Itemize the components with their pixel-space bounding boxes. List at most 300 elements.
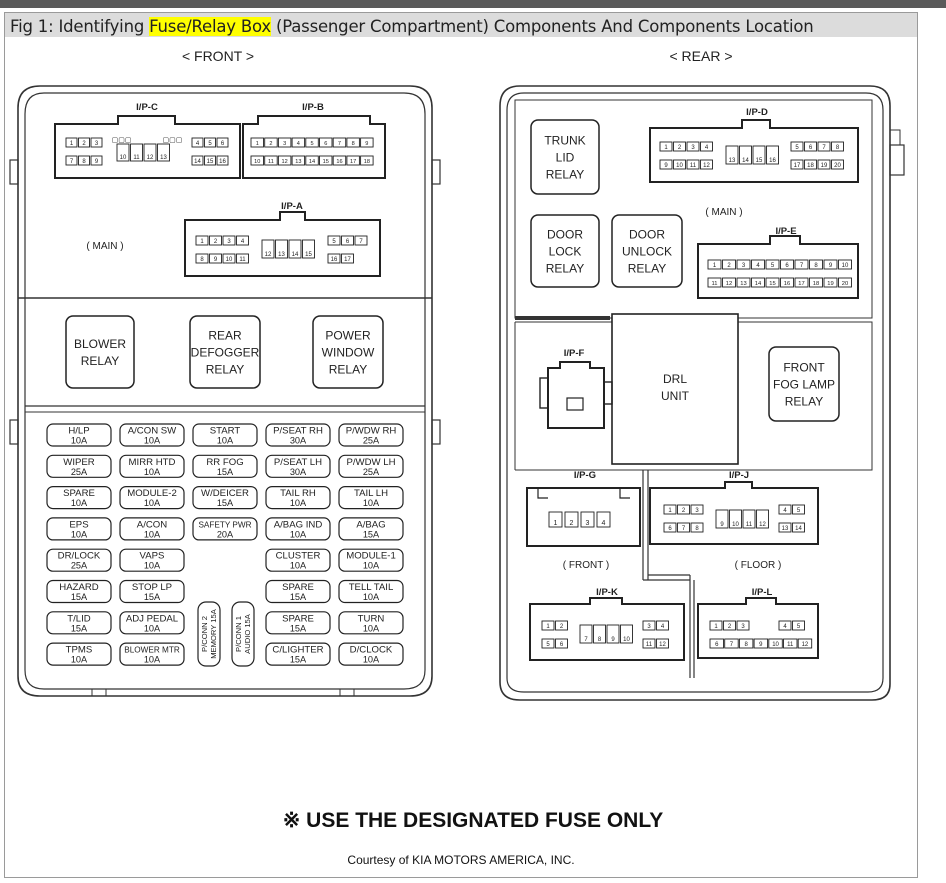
ip-j-bottom-pin-label: 13 <box>781 525 789 532</box>
ip-l-bottom-pin-label: 10 <box>772 641 779 648</box>
fuse <box>339 455 403 477</box>
connector-ip-b-label: I/P-B <box>302 102 324 113</box>
ip-e-top-pin-label: 1 <box>712 262 717 269</box>
trunk-lid-relay-line: LID <box>555 150 575 165</box>
ip-l-bottom-pin <box>784 639 798 648</box>
ip-e-bottom-pin-label: 11 <box>711 280 718 287</box>
fuse-name: VAPS <box>139 550 165 562</box>
ip-c-bottom-pin <box>192 156 203 165</box>
fuse <box>339 487 403 509</box>
rear-label: < REAR > <box>669 48 733 64</box>
ip-l-bottom-pin <box>739 639 753 648</box>
ip-e-top-pin-label: 7 <box>799 262 804 269</box>
ip-b-top-pin-label: 5 <box>310 140 314 147</box>
rear-front-label: ( FRONT ) <box>562 560 610 571</box>
connector-ip-c-pins <box>112 137 183 144</box>
ip-b-top-pin-label: 3 <box>283 140 287 147</box>
blower-relay-line: BLOWER <box>73 336 127 351</box>
ip-j-top-pin-label: 5 <box>796 507 801 514</box>
ip-c-bottom-pin-label: 7 <box>69 158 74 165</box>
ip-b-top-pin <box>333 138 346 147</box>
fuse <box>339 518 403 540</box>
ip-b-top-pin <box>278 138 291 147</box>
fuse-name: TELL TAIL <box>348 582 394 593</box>
ip-e-top-pin <box>781 260 794 269</box>
ip-e-bottom-pin-label: 14 <box>754 280 762 287</box>
door-unlock-relay-line: DOOR <box>629 227 665 242</box>
connector-ip-l-label: I/P-L <box>751 587 773 598</box>
ip-d-bottom-pin <box>660 160 672 169</box>
ip-d-top-pin-label: 1 <box>664 144 668 151</box>
ip-d-mid-pin <box>767 146 779 164</box>
ip-k-mid-pin-label: 7 <box>584 636 588 643</box>
connector-ip-k-label: I/P-K <box>596 587 618 598</box>
ip-b-top-pin <box>292 138 305 147</box>
vertical-fuse <box>198 602 220 666</box>
ip-c-bottom-pin-label: 14 <box>194 158 201 165</box>
ip-k-mid-pin <box>580 625 592 643</box>
ip-c-top-pin-label: 1 <box>69 140 74 147</box>
fuse-name: WIPER <box>63 456 95 468</box>
ip-c-top-pin <box>217 138 228 147</box>
ip-b-top-pin <box>265 138 278 147</box>
ip-b-bottom-pin <box>292 156 305 165</box>
ip-e-top-pin-label: 6 <box>785 262 789 269</box>
front-fog-lamp-relay-line: RELAY <box>784 394 824 409</box>
ip-d-mid-pin-label: 15 <box>755 157 763 164</box>
ip-d-bottom-pin-label: 18 <box>807 162 814 169</box>
fuse-name: P/WDW LH <box>346 456 396 468</box>
vertical-fuse-line-2: MEMORY 15A <box>209 609 218 659</box>
fuse-name: STOP LP <box>131 582 173 593</box>
ip-e-top-pin-label: 5 <box>770 262 775 269</box>
ip-c-mid-pin <box>131 144 143 161</box>
connector-ip-a-label: I/P-A <box>281 201 303 212</box>
ip-c-mid-pin <box>117 144 129 161</box>
fuse <box>266 549 330 571</box>
trunk-lid-relay-line: RELAY <box>545 167 585 182</box>
ip-b-top-pin <box>347 138 360 147</box>
ip-c-top-pin <box>91 138 102 147</box>
fuse <box>120 455 184 477</box>
fuse-name: CLUSTER <box>275 550 321 562</box>
ip-l-bottom-pin-label: 7 <box>729 641 734 648</box>
ip-k-bottom-pin-label: 12 <box>659 641 666 648</box>
fuse-name: SPARE <box>282 582 314 593</box>
ip-a-mid-pin <box>303 240 315 258</box>
ip-a-mid-pin-label: 12 <box>264 251 272 258</box>
ip-b-bottom-pin <box>251 156 264 165</box>
fuse <box>339 612 403 634</box>
fuse-amperage: 20A <box>216 529 234 540</box>
ip-e-top-pin <box>766 260 779 269</box>
fuse-name: DR/LOCK <box>57 550 101 562</box>
ip-g-pin <box>597 512 610 527</box>
ip-l-top-pin-label: 5 <box>796 623 801 630</box>
ip-d-top-pin <box>674 142 686 151</box>
door-lock-relay-line: RELAY <box>545 261 585 276</box>
ip-g-pin <box>549 512 562 527</box>
fuse-name: P/WDW RH <box>345 425 397 437</box>
ip-b-bottom-pin <box>361 156 374 165</box>
ip-e-bottom-pin-label: 18 <box>812 280 820 287</box>
fuse <box>120 518 184 540</box>
ip-a-bottom-pin <box>223 254 235 263</box>
ip-b-bottom-pin <box>347 156 360 165</box>
ip-a-mid-pin-label: 14 <box>291 251 299 258</box>
fuse <box>193 424 257 446</box>
ip-e-bottom-pin <box>737 278 750 287</box>
ip-j-bottom-pin <box>793 523 805 532</box>
ip-k-bottom-pin <box>643 639 655 648</box>
ip-e-bottom-pin <box>752 278 765 287</box>
ip-e-top-pin <box>708 260 721 269</box>
ip-a-bottom-pin-label: 11 <box>239 256 246 263</box>
ip-k-top-pin-label: 1 <box>546 623 550 630</box>
ip-b-bottom-pin-label: 10 <box>254 158 261 165</box>
fuse <box>266 487 330 509</box>
ip-l-top-pin-label: 4 <box>783 623 787 630</box>
fuse-amperage: 10A <box>143 529 161 540</box>
fuse-amperage: 10A <box>289 560 307 571</box>
ip-e-bottom-pin <box>766 278 779 287</box>
vertical-fuse-line-2: AUDIO 15A <box>243 614 252 654</box>
ip-c-bottom-pin-label: 8 <box>82 158 86 165</box>
fuse-name: TAIL RH <box>280 488 316 500</box>
fuse-name: TPMS <box>65 644 93 656</box>
ip-e-bottom-pin <box>795 278 808 287</box>
ip-j-top-pin <box>779 505 791 514</box>
ip-k-bottom-pin <box>657 639 669 648</box>
ip-j-bottom-pin <box>664 523 676 532</box>
ip-k-top-pin-label: 2 <box>559 623 564 630</box>
fuse <box>47 643 111 665</box>
fuse-amperage: 15A <box>216 466 234 477</box>
fuse-name: P/SEAT LH <box>273 456 323 468</box>
ip-k-mid-pin <box>594 625 606 643</box>
ip-c-top-pin-label: 6 <box>220 140 225 147</box>
ip-d-bottom-pin-label: 9 <box>664 162 668 169</box>
ip-e-top-pin <box>737 260 750 269</box>
ip-b-top-pin-label: 8 <box>351 140 355 147</box>
ip-b-top-pin <box>251 138 264 147</box>
ip-d-mid-pin-label: 13 <box>728 157 736 164</box>
fuse <box>193 518 257 540</box>
ip-c-top-pin-label: 4 <box>195 140 200 147</box>
fuse <box>120 643 184 665</box>
ip-e-top-pin <box>839 260 852 269</box>
ip-c-bottom-pin-label: 15 <box>206 158 214 165</box>
connector-ip-j-label: I/P-J <box>728 470 750 481</box>
rear-defogger-relay-line: RELAY <box>205 362 245 377</box>
ip-c-mid-pin-label: 10 <box>119 154 127 161</box>
fuse-amperage: 15A <box>289 592 307 602</box>
ip-a-top-pin-label: 7 <box>359 238 363 245</box>
fuse <box>47 612 111 634</box>
ip-d-mid-pin <box>753 146 765 164</box>
fuse-grid <box>47 424 403 666</box>
ip-e-bottom-pin-label: 20 <box>841 280 849 287</box>
ip-a-top-pin-label: 3 <box>227 238 231 245</box>
ip-b-top-pin <box>306 138 319 147</box>
fuse-amperage: 30A <box>289 466 307 477</box>
ip-k-mid-pin-label: 10 <box>623 636 630 643</box>
ip-k-bottom-pin-label: 11 <box>645 641 653 648</box>
ip-b-top-pin <box>320 138 333 147</box>
ip-l-top-pin <box>793 621 805 630</box>
ip-b-bottom-pin-label: 13 <box>295 158 302 165</box>
ip-l-bottom-pin <box>798 639 812 648</box>
ip-k-mid-pin <box>607 625 619 643</box>
connector-ip-g <box>527 470 640 546</box>
ip-b-bottom-pin <box>320 156 333 165</box>
ip-j-top-pin-label: 4 <box>783 507 787 514</box>
drl-unit-line-1: DRL <box>662 372 688 386</box>
fuse-name: SPARE <box>63 488 95 500</box>
ip-k-bottom-pin <box>542 639 554 648</box>
fuse <box>339 549 403 571</box>
fuse-name: BLOWER MTR <box>124 645 180 655</box>
ip-e-top-pin-label: 10 <box>841 262 849 269</box>
ip-d-top-pin <box>805 142 817 151</box>
ip-d-bottom-pin-label: 20 <box>834 162 841 169</box>
door-lock-relay <box>531 215 599 287</box>
svg-text:▢▢▢ ▢▢▢: ▢▢▢ ▢▢▢ <box>111 137 183 144</box>
ip-d-bottom-pin <box>674 160 686 169</box>
ip-e-top-pin-label: 2 <box>727 262 731 269</box>
fuse-amperage: 10A <box>143 498 161 509</box>
ip-c-top-pin <box>66 138 77 147</box>
ip-e-top-pin <box>723 260 736 269</box>
ip-e-bottom-pin-label: 16 <box>783 280 791 287</box>
ip-b-top-pin-label: 9 <box>365 140 369 147</box>
ip-a-mid-pin <box>262 240 274 258</box>
fuse <box>339 643 403 665</box>
fuse-amperage: 15A <box>289 654 307 665</box>
ip-e-bottom-pin <box>723 278 736 287</box>
ip-a-bottom-pin <box>210 254 222 263</box>
fuse-amperage: 10A <box>362 654 380 665</box>
ip-c-top-pin <box>79 138 90 147</box>
fuse-amperage: 10A <box>362 498 380 509</box>
ip-g-pin-label: 1 <box>553 519 558 527</box>
ip-k-top-pin <box>657 621 669 630</box>
fuse-amperage: 10A <box>289 498 307 509</box>
ip-d-top-pin-label: 5 <box>795 144 799 151</box>
fuse-amperage: 10A <box>143 466 161 477</box>
ip-d-bottom-pin <box>701 160 713 169</box>
fuse-amperage: 10A <box>216 435 234 446</box>
ip-a-top-pin <box>355 236 367 245</box>
ip-g-pin <box>565 512 578 527</box>
ip-b-bottom-pin-label: 17 <box>350 158 357 165</box>
fuse <box>120 581 184 603</box>
ip-c-mid-pin-label: 12 <box>146 154 154 161</box>
fuse-amperage: 25A <box>362 435 380 446</box>
vertical-fuse-line-1: P/CONN 1 <box>234 616 243 652</box>
ip-l-top-pin-label: 1 <box>714 623 718 630</box>
ip-d-top-pin <box>791 142 803 151</box>
ip-b-top-pin-label: 4 <box>296 140 300 147</box>
fuse-amperage: 15A <box>216 498 234 509</box>
ip-k-bottom-pin <box>556 639 568 648</box>
ip-j-top-pin <box>691 505 703 514</box>
ip-l-top-pin <box>737 621 749 630</box>
fuse-amperage: 25A <box>362 466 380 477</box>
ip-l-bottom-pin <box>769 639 783 648</box>
fuse-amperage: 25A <box>70 560 88 571</box>
fuse-amperage: 15A <box>289 623 307 634</box>
rear-defogger-relay <box>190 316 260 388</box>
ip-k-bottom-pin-label: 5 <box>546 641 550 648</box>
ip-c-top-pin-label: 2 <box>82 140 86 147</box>
ip-l-bottom-pin-label: 8 <box>744 641 748 648</box>
ip-b-bottom-pin <box>278 156 291 165</box>
ip-j-mid-pin-label: 12 <box>759 521 766 528</box>
ip-e-top-pin <box>795 260 808 269</box>
fuse-name: MODULE-2 <box>127 488 177 500</box>
ip-c-top-pin-label: 5 <box>208 140 212 147</box>
fuse-name: A/BAG IND <box>273 519 323 531</box>
fuse <box>339 581 403 603</box>
drl-unit-line-2: UNIT <box>661 389 689 403</box>
ip-j-bottom-pin <box>691 523 703 532</box>
ip-j-top-pin <box>793 505 805 514</box>
ip-d-top-pin <box>687 142 699 151</box>
fuse-name: TURN <box>357 613 385 625</box>
ip-l-bottom-pin-label: 12 <box>801 641 809 648</box>
fuse-amperage: 10A <box>362 592 380 602</box>
ip-l-bottom-pin <box>754 639 768 648</box>
fuse-name: ADJ PEDAL <box>125 613 179 625</box>
blower-relay-line: RELAY <box>80 353 120 368</box>
ip-d-top-pin-label: 3 <box>691 144 695 151</box>
fuse-name: RR FOG <box>206 456 244 468</box>
fuse-name: HAZARD <box>59 582 99 593</box>
ip-d-mid-pin <box>726 146 738 164</box>
ip-e-bottom-pin-label: 19 <box>827 280 834 287</box>
ip-e-top-pin-label: 4 <box>756 262 760 269</box>
ip-d-top-pin-label: 4 <box>704 144 709 151</box>
fuse <box>266 518 330 540</box>
ip-e-bottom-pin <box>781 278 794 287</box>
ip-l-bottom-pin-label: 6 <box>715 641 719 648</box>
fuse-name: MIRR HTD <box>128 456 176 468</box>
ip-l-top-pin <box>710 621 722 630</box>
ip-a-top-pin <box>342 236 354 245</box>
trunk-lid-relay <box>531 120 599 194</box>
fuse-name: EPS <box>69 519 89 531</box>
fuse-amperage: 30A <box>289 435 307 446</box>
ip-e-bottom-pin <box>708 278 721 287</box>
ip-a-bottom-pin-label: 10 <box>225 256 233 263</box>
connector-ip-c-label: I/P-C <box>136 102 158 113</box>
ip-b-bottom-pin-label: 16 <box>336 158 343 165</box>
fuse <box>266 455 330 477</box>
fuse <box>120 612 184 634</box>
fuse-amperage: 10A <box>143 435 161 446</box>
ip-a-top-pin-label: 4 <box>240 238 245 245</box>
fuse-amperage: 10A <box>70 435 88 446</box>
fuse-name: START <box>209 425 241 437</box>
ip-a-mid-pin <box>276 240 288 258</box>
ip-b-bottom-pin-label: 15 <box>322 158 329 165</box>
ip-a-top-pin <box>210 236 222 245</box>
ip-l-bottom-pin <box>710 639 724 648</box>
fuse-amperage: 15A <box>362 529 380 540</box>
connector-ip-f-label: I/P-F <box>563 348 585 359</box>
ip-b-top-pin-label: 7 <box>337 140 342 147</box>
fuse <box>339 424 403 446</box>
ip-l-bottom-pin-label: 9 <box>759 641 763 648</box>
fuse <box>266 643 330 665</box>
ip-k-top-pin <box>542 621 554 630</box>
ip-b-bottom-pin <box>265 156 278 165</box>
door-lock-relay-line: LOCK <box>548 244 582 259</box>
ip-a-top-pin-label: 5 <box>332 238 336 245</box>
ip-d-top-pin-label: 6 <box>808 144 813 151</box>
ip-a-top-pin <box>223 236 235 245</box>
ip-b-bottom-pin <box>306 156 319 165</box>
front-fog-lamp-relay-line: FRONT <box>783 360 825 375</box>
fuse <box>193 455 257 477</box>
ip-d-top-pin <box>701 142 713 151</box>
ip-d-top-pin <box>832 142 844 151</box>
fuse <box>120 487 184 509</box>
fuse-amperage: 10A <box>70 529 88 540</box>
ip-k-mid-pin <box>621 625 633 643</box>
connector-ip-e-label: I/P-E <box>775 226 797 237</box>
fuse-name: T/LID <box>67 613 91 625</box>
fuse-name: MODULE-1 <box>346 550 396 562</box>
ip-l-top-pin <box>779 621 791 630</box>
ip-e-bottom-pin-label: 13 <box>740 280 747 287</box>
fuse-amperage: 25A <box>70 466 88 477</box>
fuse <box>47 487 111 509</box>
ip-b-top-pin-label: 1 <box>255 140 259 147</box>
fuse <box>120 549 184 571</box>
ip-d-bottom-pin-label: 19 <box>820 162 828 169</box>
ip-d-mid-pin-label: 16 <box>769 157 776 164</box>
ip-l-bottom-pin-label: 11 <box>787 641 794 648</box>
ip-d-top-pin <box>818 142 830 151</box>
fuse-name: A/CON <box>136 519 168 531</box>
ip-j-mid-pin <box>743 510 755 528</box>
ip-a-top-pin <box>196 236 208 245</box>
ip-c-top-pin <box>205 138 216 147</box>
fuse-name: D/CLOCK <box>349 644 393 656</box>
ip-k-top-pin-label: 3 <box>647 623 651 630</box>
fuse-amperage: 10A <box>70 654 88 665</box>
ip-c-bottom-pin-label: 16 <box>219 158 226 165</box>
connector-ip-g-label: I/P-G <box>573 470 597 481</box>
ip-d-bottom-pin-label: 17 <box>793 162 801 169</box>
ip-d-mid-pin-label: 14 <box>742 157 749 164</box>
ip-d-bottom-pin <box>818 160 830 169</box>
door-unlock-relay <box>612 215 682 287</box>
fuse-name: P/SEAT RH <box>273 425 323 437</box>
ip-a-bottom-pin <box>196 254 208 263</box>
ip-k-top-pin <box>643 621 655 630</box>
ip-a-bottom-pin <box>328 254 340 263</box>
ip-g-pin-label: 3 <box>585 519 590 527</box>
ip-j-top-pin-label: 3 <box>695 507 699 514</box>
ip-d-top-pin <box>660 142 672 151</box>
fuse-name: SPARE <box>282 613 314 625</box>
fuse <box>266 612 330 634</box>
ip-j-bottom-pin-label: 6 <box>668 525 672 532</box>
rear-floor-label: ( FLOOR ) <box>734 560 782 571</box>
